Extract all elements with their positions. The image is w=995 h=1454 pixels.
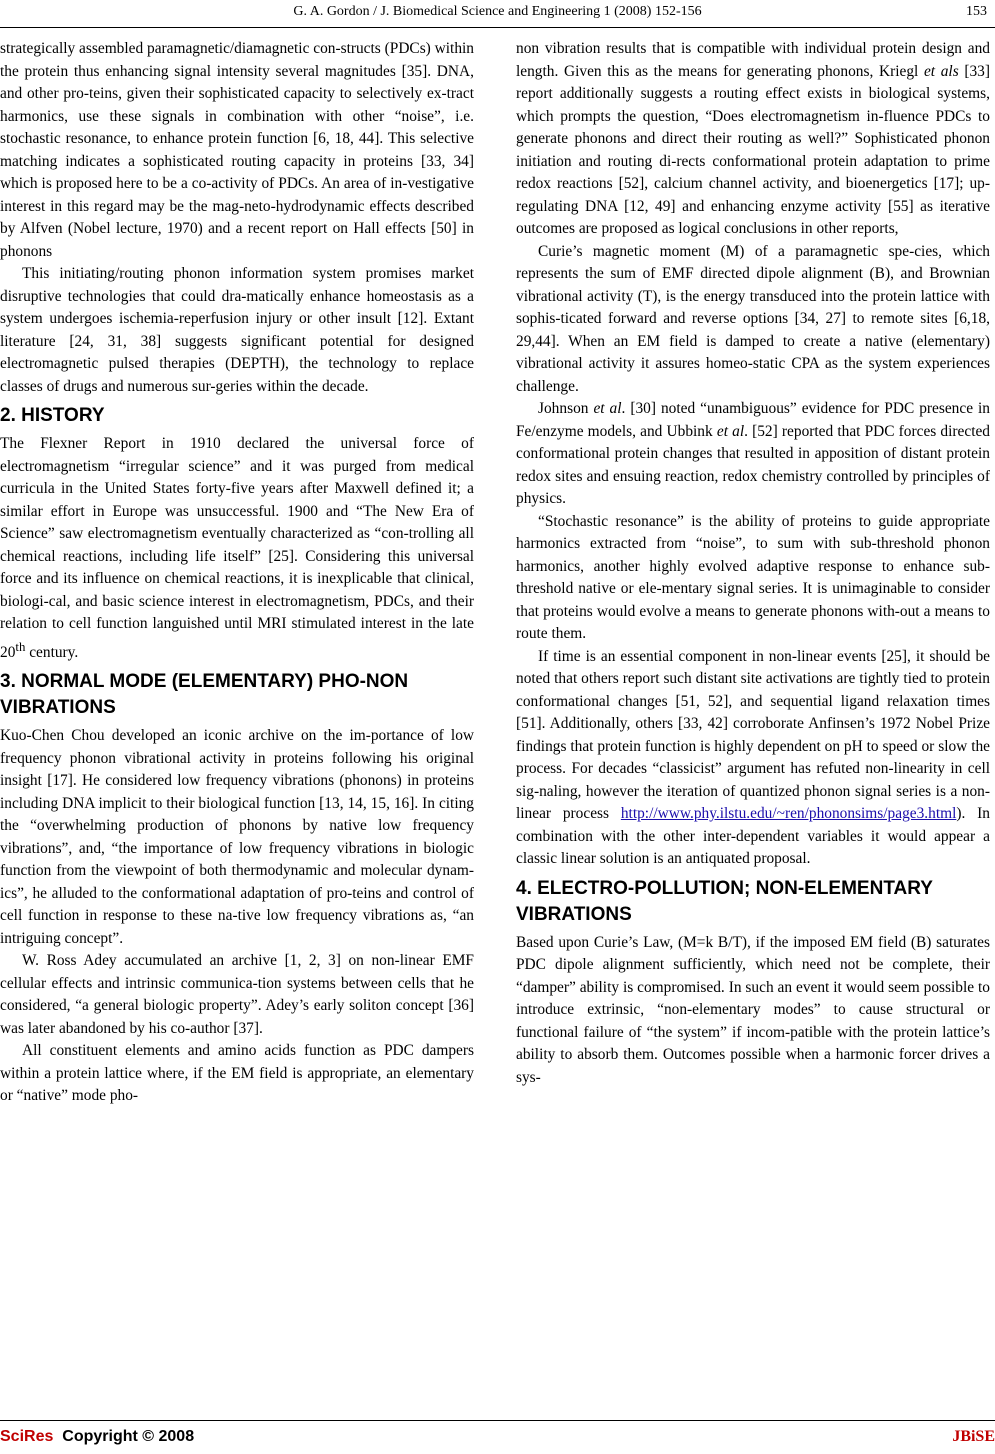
header-rule [0,27,995,28]
footer-rule [0,1420,995,1421]
footer-copyright [0,1428,194,1446]
copyright-text: Copyright © 2008 [62,1428,195,1445]
left-column [0,38,474,1108]
paragraph: strategically assembled paramagnetic/diamagnetic con-structs (PDCs) within the protein thus enhancing signal intensity several magnitudes [35]. DNA, and other pro-teins, given their sophisticated capacity to selectively ex-tract harmonics, use these signals in combination with other “noise”, i.e. stochastic resonance, to enhance protein function [6, 18, 44]. This selective matching indicates a sophisticated routing capacity in proteins [33, 34] which is proposed here to be a co-activity of PDCs. An area of in-vestigative interest in this regard may be the mag-neto-hydrodynamic effects described by Alfven (Nobel lecture, 1970) and a recent report on Hall effects [50] in phonons [0,40,474,260]
paragraph: All constituent elements and amino acids function as PDC dampers within a protein lattice where, if the EM field is appropriate, an elementary or “native” mode pho- [0,1042,474,1105]
section-heading-normal-mode: 3. NORMAL MODE (ELEMENTARY) PHO-NON VIBRATIONS [0,671,409,719]
publisher-brand: SciRes [0,1428,54,1445]
paragraph: Johnson et al. [30] noted “unambiguous” evidence for PDC presence in Fe/enzyme models, and Ubbink et al. [52] reported that PDC forces directed conformational protein changes that resulted in apposition of distant protein redox sites and ensuing reaction, redox chemistry controlled by principles of physics. [516,400,990,507]
running-head: G. A. Gordon / J. Biomedical Science and Engineering 1 (2008) 152-156 [293,4,702,19]
paragraph: Curie’s magnetic moment (M) of a paramagnetic spe-cies, which represents the sum of EMF directed dipole alignment (B), and Brownian vibrational activity (T), is the energy transduced into the protein lattice with sophis-ticated forward and reverse options [34, 27] to remote sites [6,18, 29,44]. When an EM field is damped to create a native (elementary) vibrational activity it assures homeo-static CPA as the system experiences challenge. [516,242,990,395]
paragraph: W. Ross Adey accumulated an archive [1, 2, 3] on non-linear EMF cellular effects and intrinsic communica-tion systems between cells that he considered, “a general biologic property”. Adey’s early soliton concept [36] was later abandoned by his co-author [37]. [0,952,474,1037]
paragraph: Kuo-Chen Chou developed an iconic archive on the im-portance of low frequency phonon vibrational activity in proteins following his original insight [17]. He considered low frequency vibrations (phonons) in proteins including DNA implicit to their biological function [13, 14, 15, 16]. In citing the “overwhelming production of phonons by native low frequency vibrations”, and, “the importance of low frequency vibrations in biologic function from the viewpoint of both thermodynamic and molecular dynam-ics”, he alluded to the conformational adaptation of pro-teins and control of cell function in response to these na-tive low frequency vibrations as, “an intriguing concept”. [0,727,474,947]
page-header [0,0,995,30]
paragraph: If time is an essential component in non-linear events [25], it should be noted that others report such distant site activations are tightly tied to protein conformational changes [51, 52], and sequential ligand relaxation times [51]. Additionally, others [33, 42] corroborate Anfinsen’s 1972 Nobel Prize findings that protein function is highly dependent on pH to speed or slow the process. For decades “classicist” argument has refuted non-linearity in cell sig-naling, however the iteration of quantized phonon signal series is a non-linear process http://www.phy.ilstu.edu/~ren/phononsims/page3.html). In combination with the other inter-dependent variables it would appear a classic linear solution is an antiquated proposal. [516,647,990,867]
paragraph: non vibration results that is compatible with individual protein design and length. Given this as the means for generating phonons, Kriegl et als [33] report additionally suggests a routing effect exists in biological systems, which prompts the question, “Does electromagnetism in-fluence PDCs to generate phonons and direct their routing as well?” Sophisticated phonon initiation and routing di-rects conformational protein adaptation to prime redox reactions [52], calcium channel activity, and bioenergetics [17]; up-regulating DNA [12, 49] and enhancing enzyme activity [55] as iterative outcomes are proposed as logical conclusions in other reports, [516,40,990,237]
paragraph: This initiating/routing phonon information system promises market disruptive technologies that could dra-matically enhance homeostasis as a system undergoes ischemia-reperfusion injury or other insult [12]. Extant literature [24, 31, 38] suggests significant potential for designed electromagnetic pulsed therapies (DEPTH), the technology to replace classes of drugs and numerous sur-geries within the decade. [0,265,474,395]
paragraph: The Flexner Report in 1910 declared the universal force of electromagnetism “irregular science” and it was purged from medical curricula in the United States forty-five years after Maxwell defined it; a similar effort in Europe was unsuccessful. 1900 and “The New Era of Science” saw electromagnetism eventually characterized as “con-trolling all chemical reactions, including life itself” [25]. Considering this universal force and its influence on chemical reactions, it is inexplicable that clinical, biologi-cal, and basic science interest in electromagnetism, PDCs, and their relation to cell function languished until MRI stimulated interest in the late 20th century. [0,435,474,661]
section-heading-electro-pollution: 4. ELECTRO-POLLUTION; NON-ELEMENTARY VIBRATIONS [516,877,933,925]
right-column [516,38,990,1089]
page-footer [0,1416,995,1454]
paragraph: Based upon Curie’s Law, (M=k B/T), if the imposed EM field (B) saturates PDC dipole alignment sufficiently, which need not be complete, their “damper” ability is compromised. In such an event it would seem possible to introduce extrinsic, “non-elementary modes” to cause structural or functional failure of “the system” if incom-patible with the protein lattice’s ability to absorb them. Outcomes possible when a harmonic forcer drives a sys- [516,933,990,1086]
page-number: 153 [966,4,987,19]
journal-abbrev: JBiSE [952,1428,995,1445]
section-heading-history: 2. HISTORY [0,405,105,426]
phonon-sims-link[interactable]: http://www.phy.ilstu.edu/~ren/phononsims/page3.html [620,805,957,822]
paragraph: “Stochastic resonance” is the ability of proteins to guide appropriate harmonics extracted from “noise”, to sum with sub-threshold phonon harmonics, another highly evolved adaptive response to enhance sub-threshold native or ele-mentary signal series. It is unimaginable to consider that proteins would evolve a means to generate phonons with-out a means to route them. [516,512,990,642]
